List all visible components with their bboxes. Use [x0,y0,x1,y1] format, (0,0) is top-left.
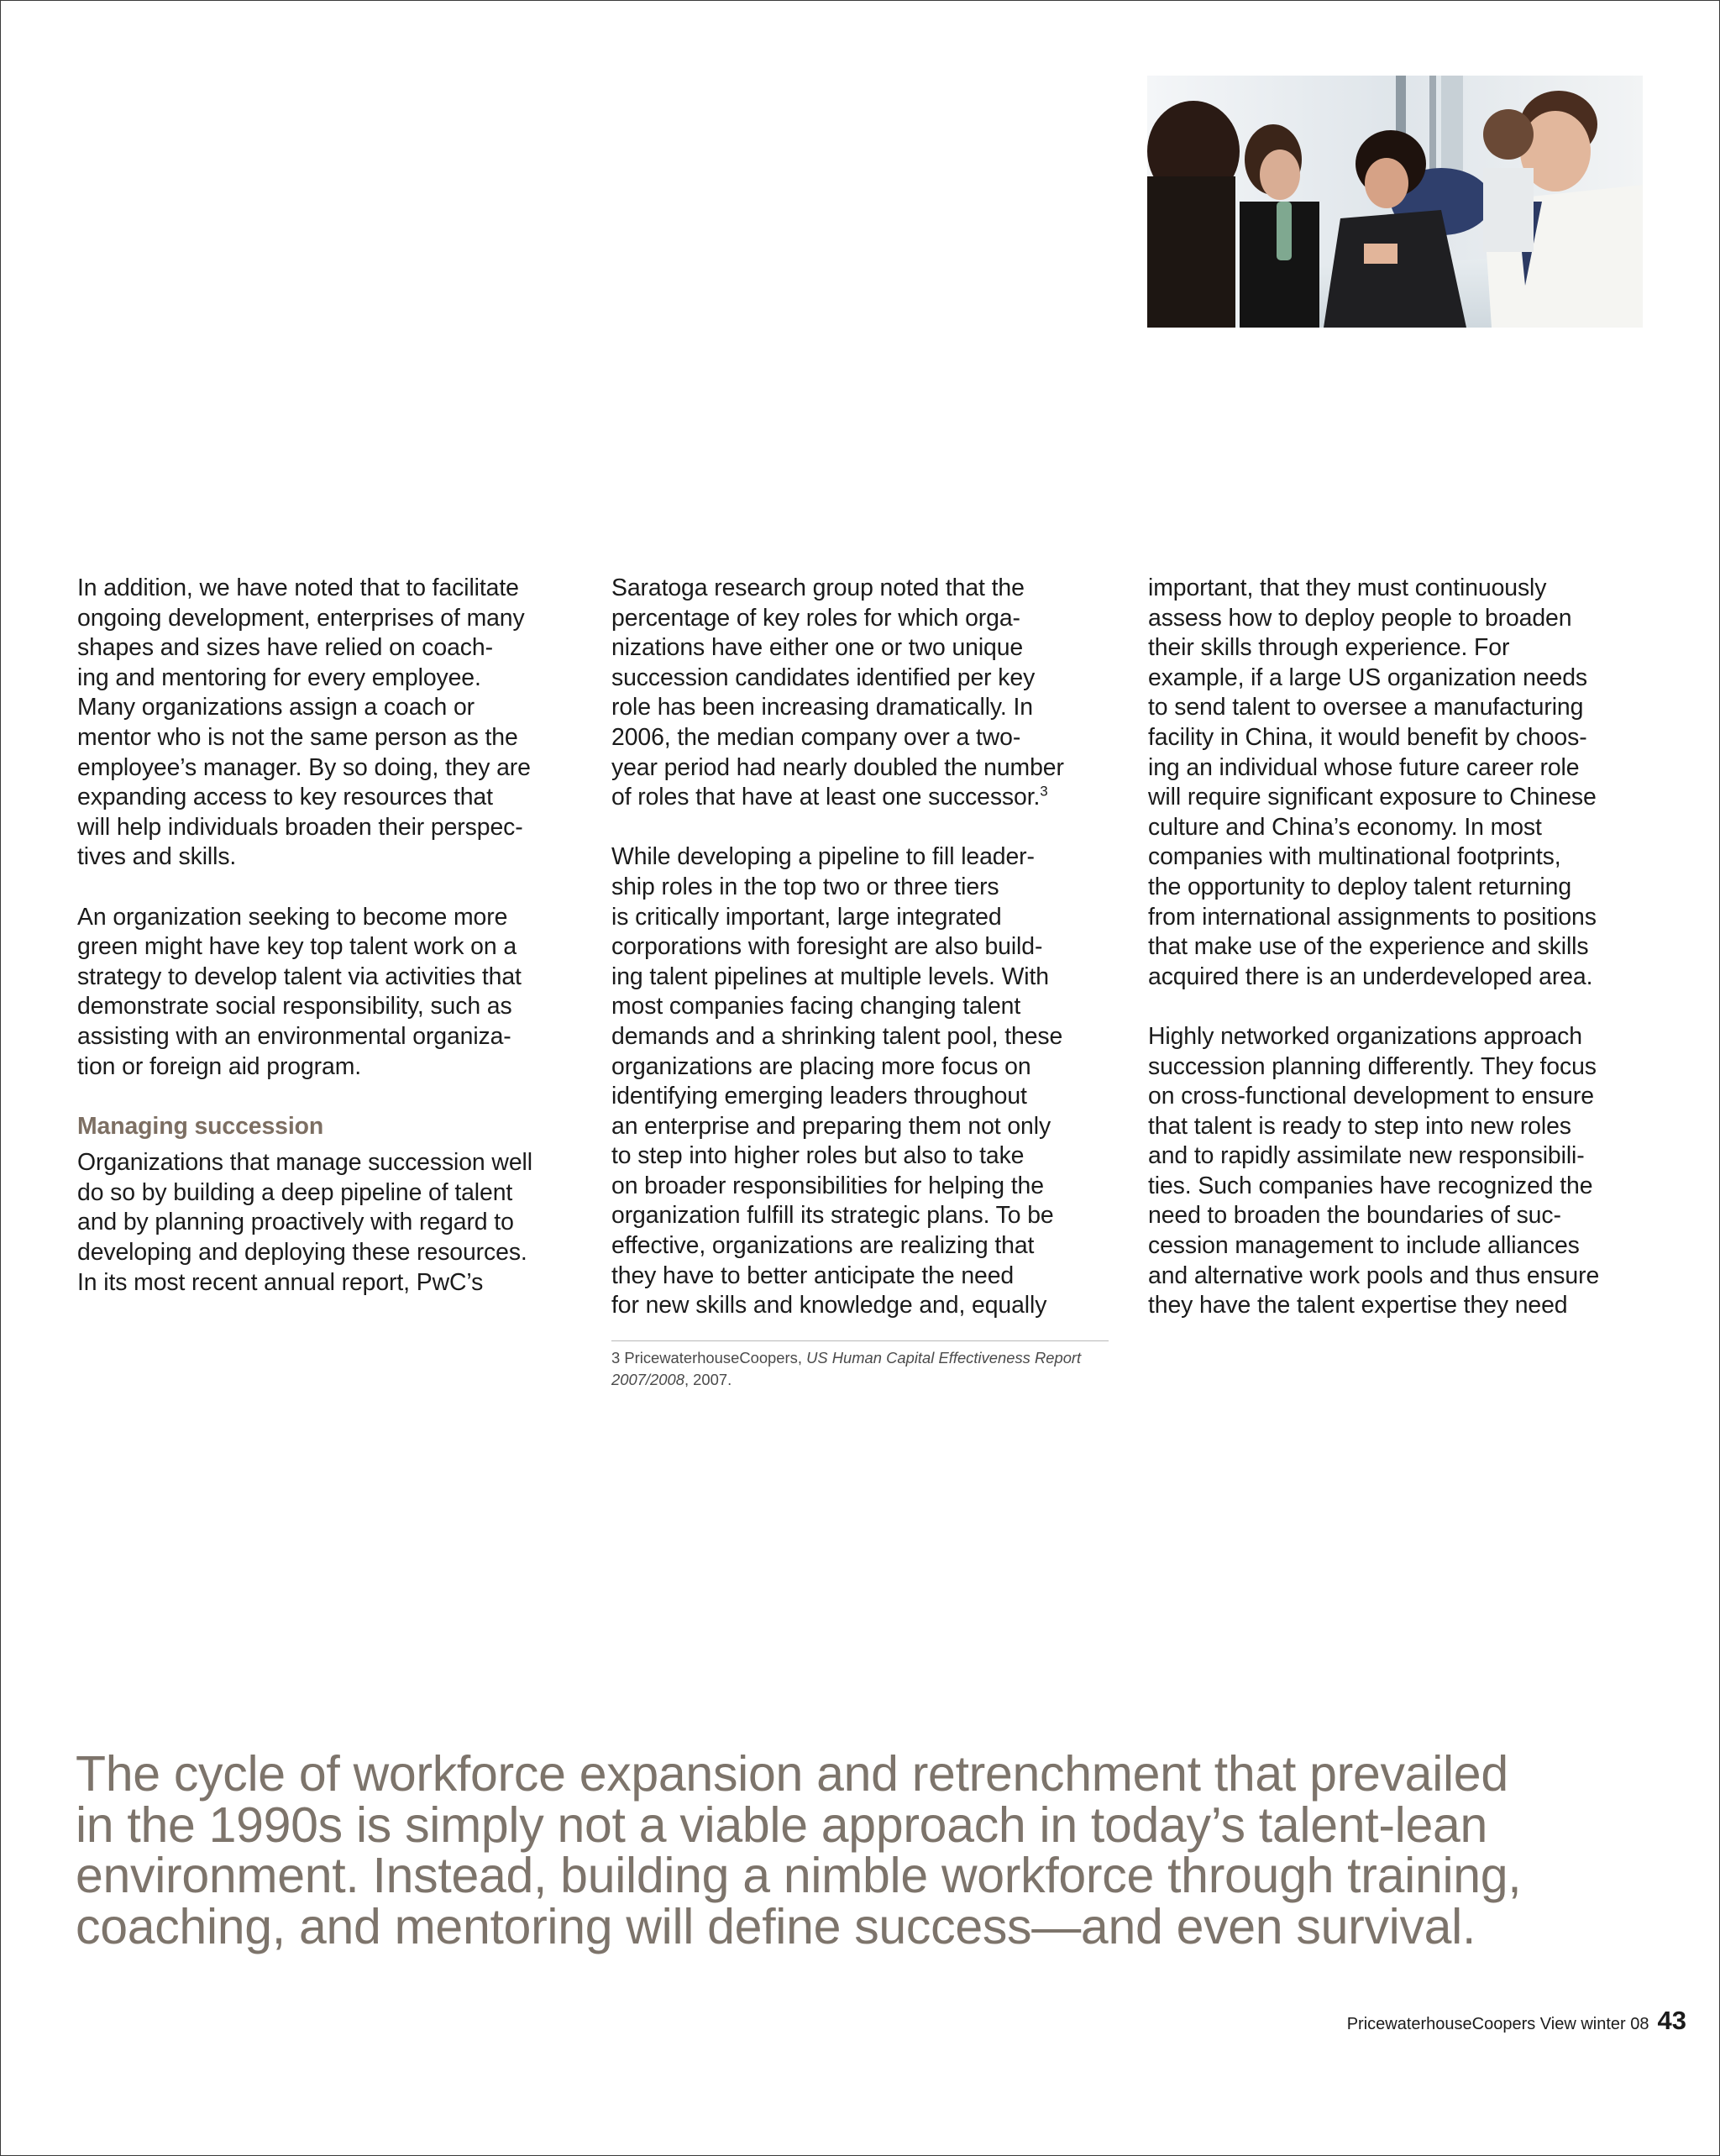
column2-paragraph-2: While developing a pipeline to fill leader- ship roles in the top two or three tiers is critically important, large integrated corporations with foresight are also build- ing talent pipelines at multiple levels. With most companies facing changing talent demands and a shrinking talent pool, these organizations are placing more focus on identifying emerging leaders throughout an enterprise and preparing them not only to step into higher roles but also to take on broader responsibilities for helping the organization fulfill its strategic plans. To be effective, organizations are realizing that they have to better anticipate the need for new skills and knowledge and, equally [611,843,1063,1319]
column3-paragraph-1: important, that they must continuously assess how to deploy people to broaden their skills through experience. For example, if a large US organization needs to send talent to oversee a manufacturing facility in China, it would benefit by choos- ing an individual whose future career role will require significant exposure to Chinese culture and China’s economy. In most companies with multinational footprints, the opportunity to deploy talent returning from international assignments to positions that make use of the experience and skills acquired there is an underdeveloped area. [1148,574,1597,990]
column2-paragraph-1 [611,574,1115,813]
footnote-prefix: 3 PricewaterhouseCoopers, [611,1349,807,1367]
footnote-divider [611,1340,1109,1341]
footnote-title: US Human Capital Effectiveness Report 2007/2008 [611,1349,1082,1388]
column1-paragraph-2: An organization seeking to become more green might have key top talent work on a strategy to develop talent via activities that demonstrate social responsibility, such as assisting with an environmental organiza- tion or foreign aid program. [77,903,522,1080]
footnote-marker: 3 [1040,783,1048,800]
column2-paragraph-1-text: Saratoga research group noted that the percentage of key roles for which orga- nizations have either one or two unique succession candidates identified per key role has been increasing dramatically. In 2006, the median company over a two- year period had nearly doubled the number of roles that have at least one successor. [611,574,1064,811]
footnote-suffix: , 2007. [684,1371,732,1388]
column1-paragraph-3: Organizations that manage succession well do so by building a deep pipeline of talent and by planning proactively with regard to developing and deploying these resources. In its most recent annual report, PwC’s [77,1149,532,1296]
publication-name: PricewaterhouseCoopers View winter 08 [1346,2015,1649,2033]
meeting-photo-illustration [1147,76,1643,328]
footnote [611,1347,1115,1391]
text-column-3 [1148,574,1652,1351]
column3-paragraph-2: Highly networked organizations approach succession planning differently. They focus on cross-functional development to ensure that talent is ready to step into new roles and to rapidly assimilate new responsibili- ties. Such companies have recognized the need to broaden the boundaries of suc- cession management to include alliances and alternative work pools and thus ensure they have the talent expertise they need [1148,1022,1600,1319]
meeting-photo [1147,76,1643,328]
page-number: 43 [1657,2006,1686,2035]
column1-paragraph-1: In addition, we have noted that to facilitate ongoing development, enterprises of many shapes and sizes have relied on coach- ing and mentoring for every employee. Many organizations assign a coach or mentor who is not the same person as the employee’s manager. By so doing, they are expanding access to key resources that will help individuals broaden their perspec- tives and skills. [77,574,531,871]
section-subheading: Managing succession [77,1112,324,1140]
pull-quote: The cycle of workforce expansion and retrenchment that prevailed in the 1990s is simply not a viable approach in today’s talent-lean environment. Instead, building a nimble workforce through training, coaching, and mentoring will define success—and even survival. [76,1746,1522,1954]
text-column-1 [77,574,581,1328]
page-footer [1347,2006,1686,2036]
text-column-2 [611,574,1115,1351]
